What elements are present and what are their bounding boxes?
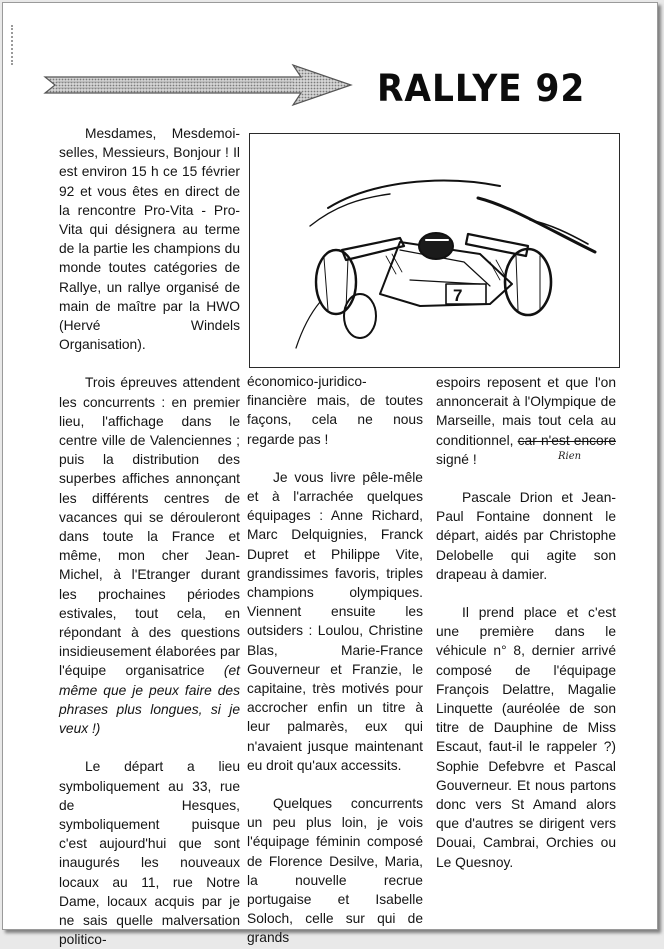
vehicle-paragraph: Il prend place et c'est une première dans le véhicule n° 8, dernier arrivé composé de l'équipage François Delattre, Magalie Linquette (auréolée de son titre de Dauphine de Miss Escaut, faut-il le rappeler ?) Sophie Defebvre et Pascal Gouverneur. Et nous partons donc vers St Amand alors que d'autres se dirigent vers Douai, Cambrai, Orchies ou Le Quesnoy. <box>436 605 616 870</box>
continued-paragraph: économico-juridico-financière mais, de toutes façons, cela ne nous regarde pas ! <box>247 374 423 447</box>
binding-holes <box>11 25 15 65</box>
departure-paragraph: Le départ a lieu symboliquement au 33, rue de Hesques, symboliquement puisque c'est aujourd'hui que sont inaugurés les nouveaux locaux au 11, rue Notre Dame, locaux acquis par je ne sais quelle malversation politico- <box>59 759 240 948</box>
race-car-illustration <box>249 133 620 368</box>
intro-paragraph: Mesdames, Mesdemoi-selles, Messieurs, Bonjour ! Il est environ 15 h ce 15 février 92 et vous êtes en direct de la rencontre Pro-Vita - Pro-Vita qui désignera au terme de la partie les champions du monde toutes catégories de Rallye, un rallye organisé de main de maître par la HWO (Hervé Windels Organisation). <box>59 126 240 353</box>
decorative-arrow-icon <box>43 63 353 107</box>
text-column-3 <box>436 373 616 872</box>
car-number: 7 <box>453 286 463 305</box>
aside-italic: (et même que je peux faire des phrases plus longues, si je veux !) <box>59 663 240 737</box>
handwritten-note: Rien <box>558 451 582 462</box>
struck-text: car n'est encore <box>517 432 616 448</box>
text-column-1 <box>59 124 240 949</box>
text-column-2 <box>247 372 423 948</box>
newsletter-page <box>2 2 658 948</box>
competitors-paragraph: Quelques concurrents un peu plus loin, je vois l'équipage féminin composé de Florence Desilve, Maria, la nouvelle recrue portugaise et Isabelle Soloch, celle sur qui de grands <box>247 796 423 946</box>
page-title: RALLYE 92 <box>377 67 586 110</box>
race-car-icon <box>250 134 619 367</box>
crews-paragraph: Je vous livre pêle-mêle et à l'arrachée quelques équipages : Anne Richard, Marc Delquignies, Franck Dupret et Philippe Vite, grandissimes favoris, triples champions olympiques. Viennent ensuite les outsiders : Loulou, Christine Blas, Marie-France Gouverneur et Franzie, le capitaine, très motivés pour accrocher enfin un titre à leur palmarès, eux qui n'avaient jusque maintenant eu droit qu'aux accessits. <box>247 469 423 773</box>
hopes-paragraph: espoirs reposent et que l'on annoncerait à l'Olympique de Marseille, mais tout cela au conditionnel, car n'est encore signé ! <box>436 375 616 467</box>
start-paragraph: Pascale Drion et Jean-Paul Fontaine donnent le départ, aidés par Christophe Delobelle qui agite son drapeau à damier. <box>436 490 616 582</box>
events-paragraph: Trois épreuves attendent les concurrents : en premier lieu, l'affichage dans le centre ville de Valenciennes ; puis la distribution des superbes affiches annonçant les différents centres de vacances qui se dérouleront dans toute la France et même, mon cher Jean-Michel, à l'Etranger durant les prochaines périodes estivales, tout cela, en répondant à des questions insidieusement élaborées par l'équipe organisatrice (et même que je peux faire des phrases plus longues, si je veux !) <box>59 375 240 737</box>
